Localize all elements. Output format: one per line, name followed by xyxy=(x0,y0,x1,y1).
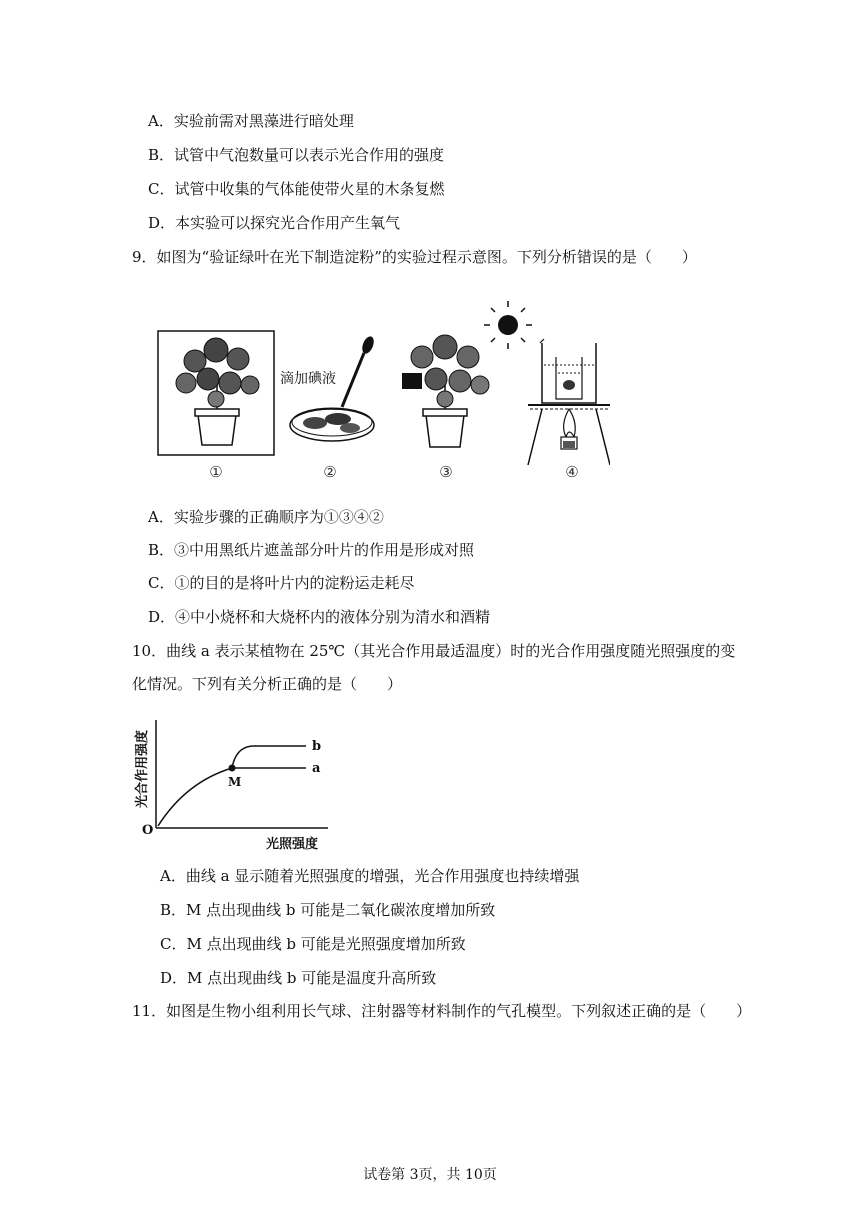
q9-figure-drawing xyxy=(150,295,610,485)
q9-option-c: C．①的目的是将叶片内的淀粉运走耗尽 xyxy=(148,574,415,592)
q10-chart xyxy=(128,710,338,855)
plant-3 xyxy=(402,335,489,447)
q8-option-a: A．实验前需对黑藻进行暗处理 xyxy=(148,112,354,130)
q9-option-d: D．④中小烧杯和大烧杯内的液体分别为清水和酒精 xyxy=(148,608,491,626)
origin-label: O xyxy=(142,823,154,838)
sun-icon xyxy=(484,301,532,349)
q9-stem: 9．如图为“验证绿叶在光下制造淀粉”的实验过程示意图。下列分析错误的是（ ） xyxy=(132,248,697,266)
q9-option-b: B．③中用黑纸片遮盖部分叶片的作用是形成对照 xyxy=(148,541,475,559)
q10-option-d: D．M 点出现曲线 b 可能是温度升高所致 xyxy=(160,969,437,987)
q10-chart-drawing xyxy=(128,710,338,855)
q9-figure xyxy=(150,295,610,485)
q10-stem-line1: 10．曲线 a 表示某植物在 25℃（其光合作用最适温度）时的光合作用强度随光照强度的变 xyxy=(132,642,736,660)
petri-dish xyxy=(290,408,374,441)
plant-1 xyxy=(176,338,259,445)
figure-label-3: ③ xyxy=(439,463,453,481)
y-axis-label: 光合作用强度 xyxy=(135,729,150,808)
curve-b xyxy=(232,746,306,768)
dropper-label: 滴加碘液 xyxy=(280,371,336,387)
point-m xyxy=(229,765,236,772)
point-m-label: M xyxy=(228,775,242,789)
q8-option-b: B．试管中气泡数量可以表示光合作用的强度 xyxy=(148,146,445,164)
q10-stem-line2: 化情况。下列有关分析正确的是（ ） xyxy=(132,675,403,693)
q8-option-c: C．试管中收集的气体能使带火星的木条复燃 xyxy=(148,180,445,198)
q10-option-c: C．M 点出现曲线 b 可能是光照强度增加所致 xyxy=(160,935,466,953)
water-bath-apparatus xyxy=(528,339,610,465)
q10-option-a: A．曲线 a 显示随着光照强度的增强，光合作用强度也持续增强 xyxy=(160,867,580,885)
dropper xyxy=(342,335,376,407)
x-axis-label: 光照强度 xyxy=(266,837,319,852)
q9-option-a: A．实验步骤的正确顺序为①③④② xyxy=(148,508,384,526)
figure-label-2: ② xyxy=(323,463,337,481)
q8-option-d: D．本实验可以探究光合作用产生氧气 xyxy=(148,214,401,232)
q10-option-b: B．M 点出现曲线 b 可能是二氧化碳浓度增加所致 xyxy=(160,901,496,919)
curve-a-label: a xyxy=(312,761,321,776)
figure-label-4: ④ xyxy=(565,463,579,481)
q11-stem: 11．如图是生物小组利用长气球、注射器等材料制作的气孔模型。下列叙述正确的是（ ） xyxy=(132,1002,752,1020)
curve-b-label: b xyxy=(312,739,322,754)
figure-label-1: ① xyxy=(209,463,223,481)
page-footer: 试卷第 3页，共 10页 xyxy=(363,1167,497,1183)
